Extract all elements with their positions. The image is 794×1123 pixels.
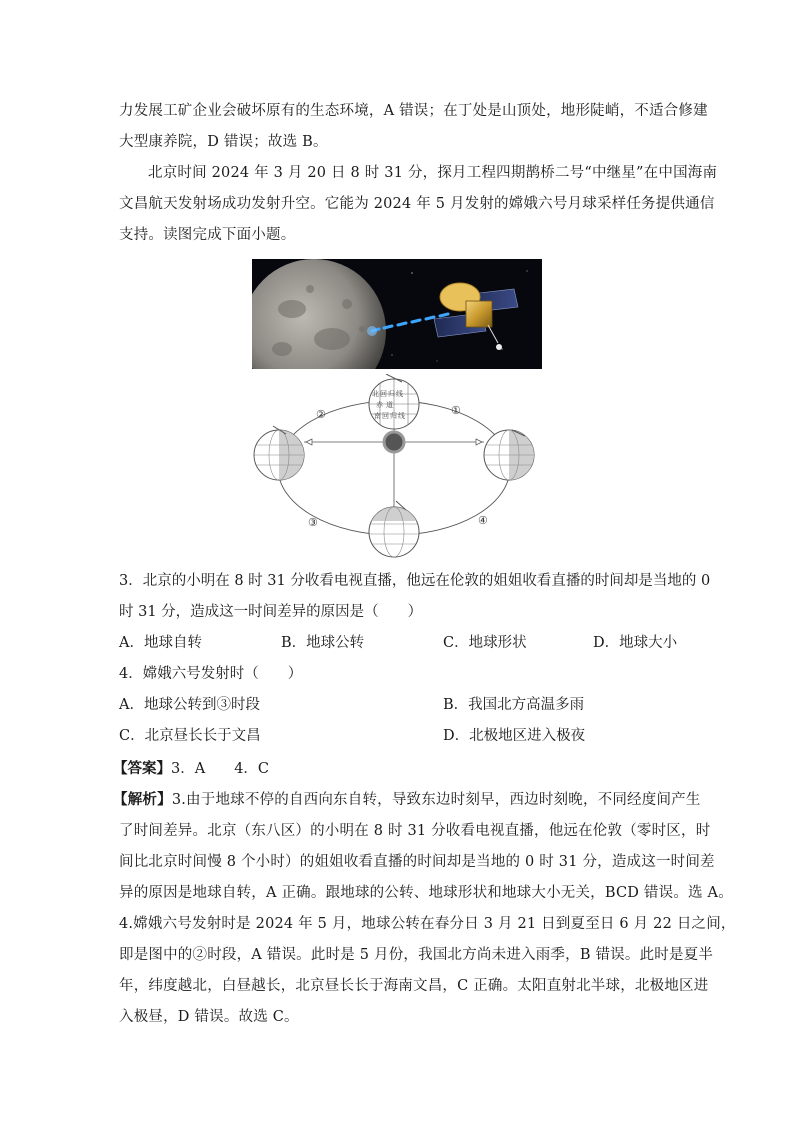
q3-option-c: C．地球形状 (443, 635, 527, 651)
sun-icon (384, 432, 404, 452)
earth-orbit-diagram (246, 374, 546, 566)
earth-right (482, 430, 536, 480)
svg-text:线: 线 (398, 412, 405, 420)
analysis-line: 间比北京时间慢 8 个小时）的姐姐收看直播的时间却是当地的 0 时 31 分，造成这一时间差 (119, 854, 715, 870)
orbit-svg (246, 374, 546, 566)
svg-text:归: 归 (388, 390, 395, 398)
earth-top (366, 374, 422, 430)
passage-line: 文昌航天发射场成功发射升空。它能为 2024 年 5 月发射的嫦娥六号月球采样任务提供通信 (119, 196, 715, 212)
analysis-line: 了时间差异。北京（东八区）的小明在 8 时 31 分收看电视直播，他远在伦敦（零时区，时 (119, 823, 711, 839)
intro-line: 力发展工矿企业会破坏原有的生态环境，A 错误；在丁处是山顶处，地形陡峭，不适合修建 (119, 103, 708, 119)
svg-text:归: 归 (390, 412, 397, 420)
question-4-stem: 4．嫦娥六号发射时（ ） (119, 666, 303, 682)
analysis-line: 异的原因是地球自转，A 正确。跟地球的公转、地球形状和地球大小无关，BCD 错误。选 A。 (119, 885, 733, 901)
moon-satellite-photo (252, 259, 542, 369)
q3-option-a: A．地球自转 (119, 635, 202, 651)
analysis-block (113, 784, 736, 1033)
question-3-line: 时 31 分，造成这一时间差异的原因是（ ） (119, 604, 423, 620)
q4-option-b: B．我国北方高温多雨 (443, 697, 585, 713)
q3-option-b: B．地球公转 (281, 635, 365, 651)
question-4-options-row2 (119, 721, 679, 752)
intro-paragraph (119, 96, 718, 251)
svg-text:北: 北 (372, 390, 379, 398)
svg-text:赤: 赤 (376, 401, 383, 409)
analysis-line: 入极昼，D 错误。故选 C。 (119, 1009, 299, 1025)
earth-left (252, 426, 306, 480)
q4-option-d: D．北极地区进入极夜 (443, 728, 586, 744)
question-3-options (119, 628, 679, 659)
svg-text:回: 回 (382, 412, 389, 420)
svg-text:南: 南 (374, 412, 381, 420)
passage-line: 北京时间 2024 年 3 月 20 日 8 时 31 分，探月工程四期鹊桥二号“中继星”在中国海南 (148, 165, 718, 181)
q3-option-d: D．地球大小 (593, 635, 678, 651)
analysis-line: 年，纬度越北，白昼越长，北京昼长长于海南文昌，C 正确。太阳直射北半球，北极地区进 (119, 978, 709, 994)
answer-label: 【答案】 (113, 760, 171, 777)
answer-line (113, 753, 679, 785)
period-label-1: ① (451, 404, 461, 417)
moon-satellite-illustration (252, 259, 542, 369)
period-label-4: ④ (478, 514, 488, 527)
analysis-label: 【解析】 (113, 791, 172, 808)
analysis-line: 4.嫦娥六号发射时是 2024 年 5 月，地球公转在春分日 3 月 21 日到夏至日 6 月 22 日之间， (119, 916, 736, 932)
period-label-2: ② (316, 408, 326, 421)
svg-text:回: 回 (380, 390, 387, 398)
q4-option-a: A．地球公转到③时段 (119, 697, 260, 713)
svg-text:线: 线 (396, 390, 403, 398)
q4-option-c: C．北京昼长长于文昌 (119, 728, 261, 744)
intro-line: 大型康养院，D 错误；故选 B。 (119, 134, 328, 150)
earth-bottom (366, 501, 422, 557)
passage-line: 支持。读图完成下面小题。 (119, 227, 296, 243)
analysis-line: 即是图中的②时段，A 错误。此时是 5 月份，我国北方尚未进入雨季，B 错误。此时是夏半 (119, 947, 714, 963)
period-label-3: ③ (308, 516, 318, 529)
answer-text: 3．A 4．C (171, 761, 270, 777)
question-3 (119, 566, 711, 628)
question-4-options-row1 (119, 690, 679, 721)
analysis-line: 3.由于地球不停的自西向东自转，导致东边时刻早，西边时刻晚，不同经度间产生 (171, 792, 701, 808)
svg-text:道: 道 (386, 401, 393, 409)
question-3-line: 3．北京的小明在 8 时 31 分收看电视直播，他远在伦敦的姐姐收看直播的时间却是当地的 0 (119, 573, 711, 589)
